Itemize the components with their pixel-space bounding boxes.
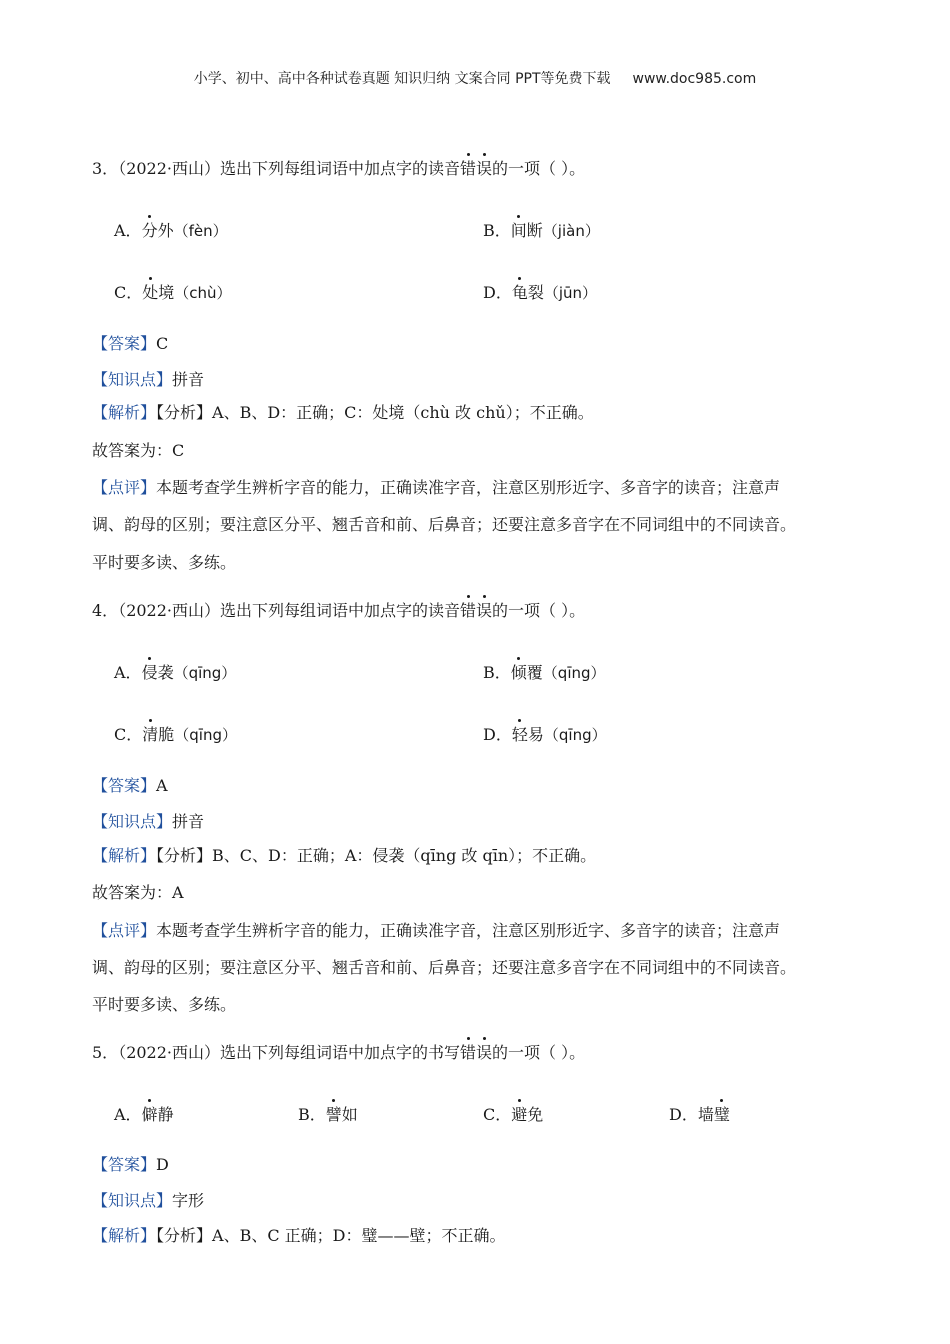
header-text: 小学、初中、高中各种试卷真题 知识归纳 文案合同 PPT等免费下载: [193, 71, 611, 87]
text-segment: 外: [157, 221, 174, 240]
dotted-character: 清: [142, 725, 159, 744]
pinyin-text: （jūn）: [543, 284, 598, 302]
q3-comment-line2: 调、韵母的区别；要注意区分平、翘舌音和前、后鼻音；还要注意多音字在不同词组中的不同读音。: [92, 515, 797, 534]
pinyin-text: （qīng）: [173, 664, 237, 682]
text-segment: 3．: [92, 159, 119, 178]
text-segment: 的一项（ ）。: [492, 159, 586, 178]
dotted-character: 轻: [511, 725, 528, 744]
emphasis-dot: 误: [476, 601, 493, 620]
text-segment: 本题考查学生辨析字音的能力，正确读准字音，注意区别形近字、多音字的读音；注意声: [156, 478, 781, 497]
dotted-character: 处: [142, 283, 159, 302]
q5-answer: [92, 1154, 169, 1176]
q4-option-a: [114, 662, 236, 684]
emphasis-dot: 误: [476, 159, 493, 178]
section-tag: 【解析】: [92, 403, 157, 422]
text-segment: 袭: [157, 663, 174, 682]
text-segment: 如: [341, 1105, 358, 1124]
q4-stem: [92, 600, 585, 622]
text-segment: 【分析】A、B、C 正确；D：璧——壁；不正确。: [156, 1226, 506, 1245]
q5-option-c: [483, 1104, 543, 1126]
q3-analysis: [92, 402, 594, 424]
q5-knowledge-point: [92, 1190, 204, 1212]
text-segment: D．: [483, 725, 512, 744]
text-segment: 【分析】A、B、D：正确；C：处境（chù 改 chǔ）；不正确。: [156, 403, 594, 422]
text-segment: 静: [157, 1105, 174, 1124]
text-segment: 字形: [172, 1191, 205, 1210]
pinyin-text: （jiàn）: [542, 222, 600, 240]
emphasis-dot: 错: [460, 1043, 477, 1062]
q4-option-c: [114, 724, 237, 746]
q3-option-c: [114, 282, 232, 304]
text-segment: 裂: [527, 283, 544, 302]
text-segment: 覆: [526, 663, 543, 682]
q4-answer: [92, 775, 168, 797]
section-tag: 【点评】: [92, 921, 157, 940]
section-tag: 【答案】: [92, 1155, 157, 1174]
section-tag: 【知识点】: [92, 370, 173, 389]
section-tag: 【解析】: [92, 846, 157, 865]
q4-comment: [92, 920, 780, 942]
q4-analysis: [92, 845, 596, 867]
dotted-character: 分: [141, 221, 158, 240]
text-segment: 选出下列每组词语中加点字的读音: [220, 601, 461, 620]
q4-final-answer: 故答案为：A: [92, 883, 184, 902]
dotted-character: 侵: [141, 663, 158, 682]
q3-option-d: [483, 282, 597, 304]
text-segment: C．: [114, 725, 143, 744]
q4-comment-line3: 平时要多读、多练。: [92, 995, 237, 1014]
text-segment: C．: [114, 283, 143, 302]
header-url[interactable]: www.doc985.com: [632, 71, 757, 87]
text-segment: C．: [483, 1105, 512, 1124]
text-segment: （2022·西山）: [118, 1043, 220, 1062]
q3-option-a: [114, 220, 228, 242]
text-segment: 【分析】B、C、D：正确；A：侵袭（qīng 改 qīn）；不正确。: [156, 846, 597, 865]
text-segment: 5．: [92, 1043, 119, 1062]
q5-option-a: [114, 1104, 174, 1126]
q4-comment-line2: 调、韵母的区别；要注意区分平、翘舌音和前、后鼻音；还要注意多音字在不同词组中的不同读音。: [92, 958, 797, 977]
text-segment: B．: [483, 663, 511, 682]
text-segment: A．: [114, 663, 142, 682]
dotted-character: 避: [511, 1105, 528, 1124]
pinyin-text: （qīng）: [174, 726, 237, 744]
section-tag: 【知识点】: [92, 1191, 173, 1210]
text-segment: 拼音: [172, 370, 205, 389]
section-tag: 【答案】: [92, 776, 157, 795]
dotted-character: 龟: [511, 283, 528, 302]
text-segment: 的一项（ ）。: [492, 601, 586, 620]
emphasis-dot: 错: [460, 601, 477, 620]
text-segment: 脆: [158, 725, 175, 744]
q3-final-answer: 故答案为：C: [92, 441, 185, 460]
dotted-character: 倾: [510, 663, 527, 682]
text-segment: 断: [526, 221, 543, 240]
q5-option-b: [298, 1104, 358, 1126]
q3-stem: [92, 158, 585, 180]
q3-option-b: [483, 220, 600, 242]
text-segment: 易: [527, 725, 544, 744]
text-segment: 选出下列每组词语中加点字的读音: [220, 159, 461, 178]
text-segment: 的一项（ ）。: [492, 1043, 586, 1062]
q5-stem: [92, 1042, 585, 1064]
text-segment: （2022·西山）: [118, 159, 220, 178]
section-tag: 【知识点】: [92, 812, 173, 831]
q4-option-d: [483, 724, 607, 746]
dotted-character: 僻: [141, 1105, 158, 1124]
q5-analysis: [92, 1225, 506, 1247]
text-segment: B．: [298, 1105, 326, 1124]
text-segment: 境: [158, 283, 175, 302]
q3-answer: [92, 333, 168, 355]
text-segment: A．: [114, 1105, 142, 1124]
section-tag: 【解析】: [92, 1226, 157, 1245]
q4-option-b: [483, 662, 606, 684]
text-segment: B．: [483, 221, 511, 240]
text-segment: 免: [527, 1105, 544, 1124]
emphasis-dot: 误: [476, 1043, 493, 1062]
text-segment: 4．: [92, 601, 119, 620]
dotted-character: 璧: [713, 1105, 730, 1124]
text-segment: D．: [669, 1105, 698, 1124]
section-tag: 【点评】: [92, 478, 157, 497]
section-tag: 【答案】: [92, 334, 157, 353]
page-header: [0, 68, 950, 88]
text-segment: A．: [114, 221, 142, 240]
pinyin-text: （qīng）: [543, 726, 607, 744]
emphasis-dot: 错: [460, 159, 477, 178]
text-segment: 拼音: [172, 812, 205, 831]
q3-knowledge-point: [92, 369, 204, 391]
text-segment: C: [156, 334, 169, 353]
pinyin-text: （fèn）: [173, 222, 228, 240]
text-segment: 墙: [697, 1105, 714, 1124]
q3-comment: [92, 477, 780, 499]
q4-knowledge-point: [92, 811, 204, 833]
text-segment: 本题考查学生辨析字音的能力，正确读准字音，注意区别形近字、多音字的读音；注意声: [156, 921, 781, 940]
pinyin-text: （chù）: [174, 284, 232, 302]
dotted-character: 譬: [325, 1105, 342, 1124]
text-segment: （2022·西山）: [118, 601, 220, 620]
dotted-character: 间: [510, 221, 527, 240]
q3-comment-line3: 平时要多读、多练。: [92, 553, 237, 572]
pinyin-text: （qīng）: [542, 664, 606, 682]
text-segment: D: [156, 1155, 169, 1174]
text-segment: D．: [483, 283, 512, 302]
q5-option-d: [669, 1104, 730, 1126]
text-segment: 选出下列每组词语中加点字的书写: [220, 1043, 461, 1062]
text-segment: A: [156, 776, 168, 795]
